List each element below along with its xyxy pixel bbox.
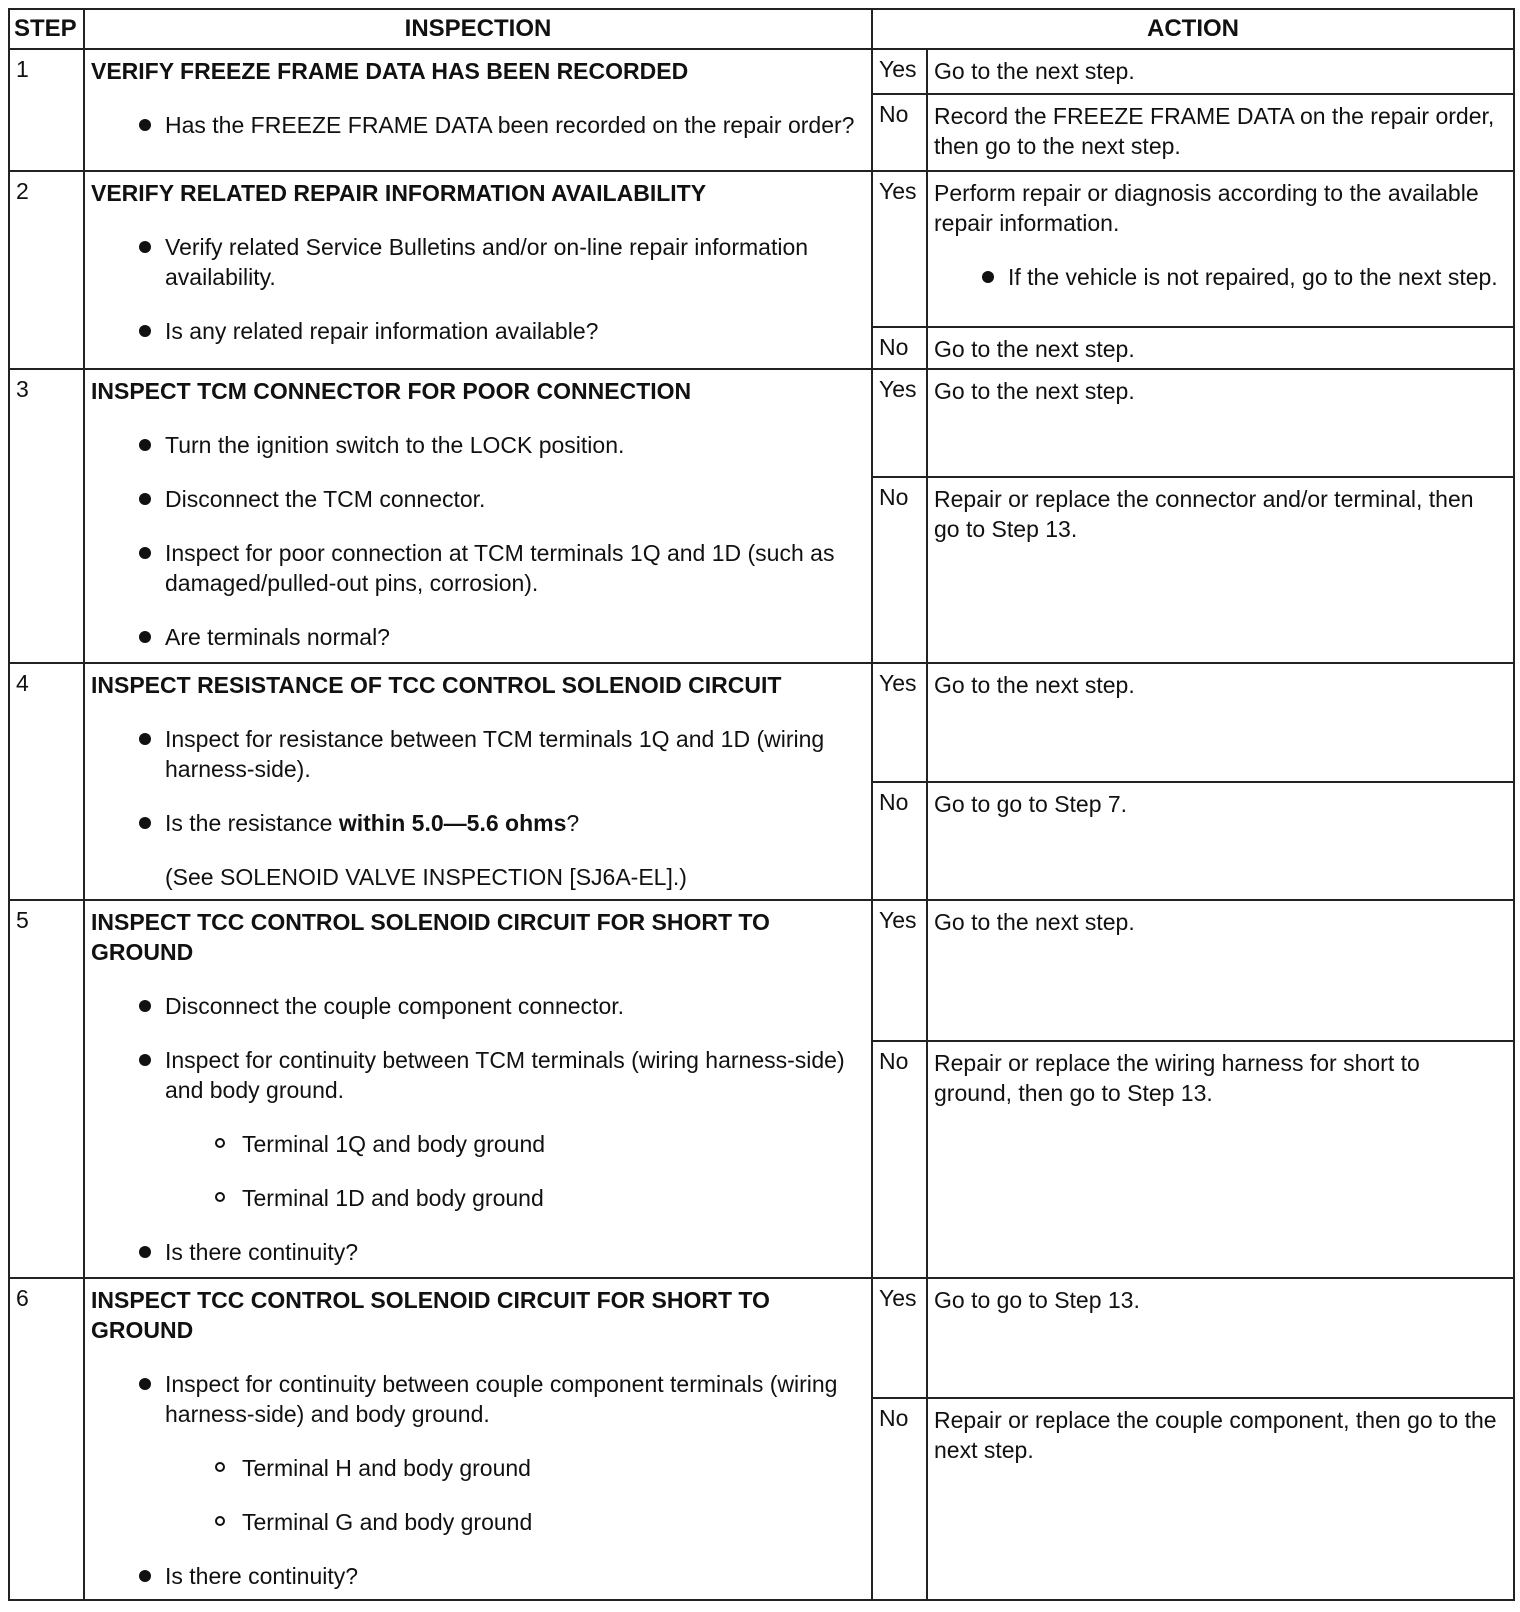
step-1-yes-row <box>9 49 1514 94</box>
step-title: INSPECT TCC CONTROL SOLENOID CIRCUIT FOR SHORT TO GROUND <box>91 1287 770 1343</box>
step-1-inspection <box>84 49 872 171</box>
bullet-item: Disconnect the couple component connector. <box>91 991 861 1021</box>
step-title: INSPECT TCM CONNECTOR FOR POOR CONNECTION <box>91 378 692 404</box>
step-4-inspection <box>84 663 872 900</box>
step-6-yes-row <box>9 1278 1514 1398</box>
question-emphasis: within 5.0—5.6 ohms <box>338 810 567 836</box>
question-end: ? <box>566 810 580 836</box>
bullet-item: Is any related repair information available? <box>91 316 861 346</box>
yes-label: Yes <box>872 663 927 782</box>
step-number: 5 <box>9 900 84 1278</box>
yes-label: Yes <box>872 369 927 477</box>
no-label: No <box>872 94 927 171</box>
bullet-item: Disconnect the TCM connector. <box>91 484 861 514</box>
yes-action: Go to the next step. <box>927 49 1514 94</box>
no-action: Repair or replace the connector and/or terminal, then go to Step 13. <box>927 477 1514 663</box>
yes-label: Yes <box>872 900 927 1041</box>
question-item <box>91 808 861 838</box>
sub-bullet-item: Terminal 1Q and body ground <box>91 1129 861 1159</box>
no-label: No <box>872 477 927 663</box>
step-5-inspection <box>84 900 872 1278</box>
no-action: Go to go to Step 7. <box>927 782 1514 900</box>
no-label: No <box>872 327 927 369</box>
step-number: 1 <box>9 49 84 171</box>
diagnostic-table <box>8 8 1515 1601</box>
question-text: Is the resistance <box>165 810 339 836</box>
step-title: VERIFY RELATED REPAIR INFORMATION AVAILABILITY <box>91 180 707 206</box>
no-label: No <box>872 1041 927 1278</box>
yes-action: Go to the next step. <box>927 663 1514 782</box>
no-label: No <box>872 1398 927 1600</box>
procedure-sheet <box>8 8 1513 1601</box>
yes-label: Yes <box>872 1278 927 1398</box>
header-inspection: INSPECTION <box>84 9 872 49</box>
sub-bullet-item: Terminal H and body ground <box>91 1453 861 1483</box>
yes-action-cell <box>927 171 1514 327</box>
step-number: 2 <box>9 171 84 369</box>
step-4-yes-row <box>9 663 1514 782</box>
yes-label: Yes <box>872 49 927 94</box>
header-row <box>9 9 1514 49</box>
bullet-item: Has the FREEZE FRAME DATA been recorded on the repair order? <box>91 110 861 140</box>
step-2-inspection <box>84 171 872 369</box>
bullet-item: Inspect for poor connection at TCM terminals 1Q and 1D (such as damaged/pulled-out pins, corrosion). <box>91 538 861 598</box>
step-3-inspection <box>84 369 872 663</box>
no-action: Record the FREEZE FRAME DATA on the repair order, then go to the next step. <box>927 94 1514 171</box>
step-number: 3 <box>9 369 84 663</box>
yes-action: Go to go to Step 13. <box>927 1278 1514 1398</box>
action-bullet: If the vehicle is not repaired, go to the next step. <box>934 262 1503 292</box>
yes-action: Go to the next step. <box>927 369 1514 477</box>
header-action: ACTION <box>872 9 1514 49</box>
step-2-yes-row <box>9 171 1514 327</box>
yes-action: Perform repair or diagnosis according to the available repair information. <box>934 180 1479 236</box>
reference-note: (See SOLENOID VALVE INSPECTION [SJ6A-EL].) <box>165 864 687 890</box>
bullet-item: Inspect for continuity between couple component terminals (wiring harness-side) and body ground. <box>91 1369 861 1429</box>
step-6-inspection <box>84 1278 872 1600</box>
bullet-item: Inspect for continuity between TCM terminals (wiring harness-side) and body ground. <box>91 1045 861 1105</box>
step-5-yes-row <box>9 900 1514 1041</box>
sub-bullet-item: Terminal G and body ground <box>91 1507 861 1537</box>
no-action: Go to the next step. <box>927 327 1514 369</box>
sub-bullet-item: Terminal 1D and body ground <box>91 1183 861 1213</box>
yes-label: Yes <box>872 171 927 327</box>
bullet-item: Inspect for resistance between TCM terminals 1Q and 1D (wiring harness-side). <box>91 724 861 784</box>
no-action: Repair or replace the couple component, then go to the next step. <box>927 1398 1514 1600</box>
no-label: No <box>872 782 927 900</box>
no-action: Repair or replace the wiring harness for short to ground, then go to Step 13. <box>927 1041 1514 1278</box>
bullet-item: Turn the ignition switch to the LOCK position. <box>91 430 861 460</box>
header-step: STEP <box>9 9 84 49</box>
bullet-item: Is there continuity? <box>91 1237 861 1267</box>
step-number: 4 <box>9 663 84 900</box>
bullet-item: Is there continuity? <box>91 1561 861 1591</box>
step-number: 6 <box>9 1278 84 1600</box>
yes-action: Go to the next step. <box>927 900 1514 1041</box>
bullet-item: Verify related Service Bulletins and/or on-line repair information availability. <box>91 232 861 292</box>
bullet-item: Are terminals normal? <box>91 622 861 652</box>
step-title: INSPECT TCC CONTROL SOLENOID CIRCUIT FOR SHORT TO GROUND <box>91 909 770 965</box>
step-3-yes-row <box>9 369 1514 477</box>
step-title: VERIFY FREEZE FRAME DATA HAS BEEN RECORDED <box>91 58 689 84</box>
step-title: INSPECT RESISTANCE OF TCC CONTROL SOLENOID CIRCUIT <box>91 672 782 698</box>
